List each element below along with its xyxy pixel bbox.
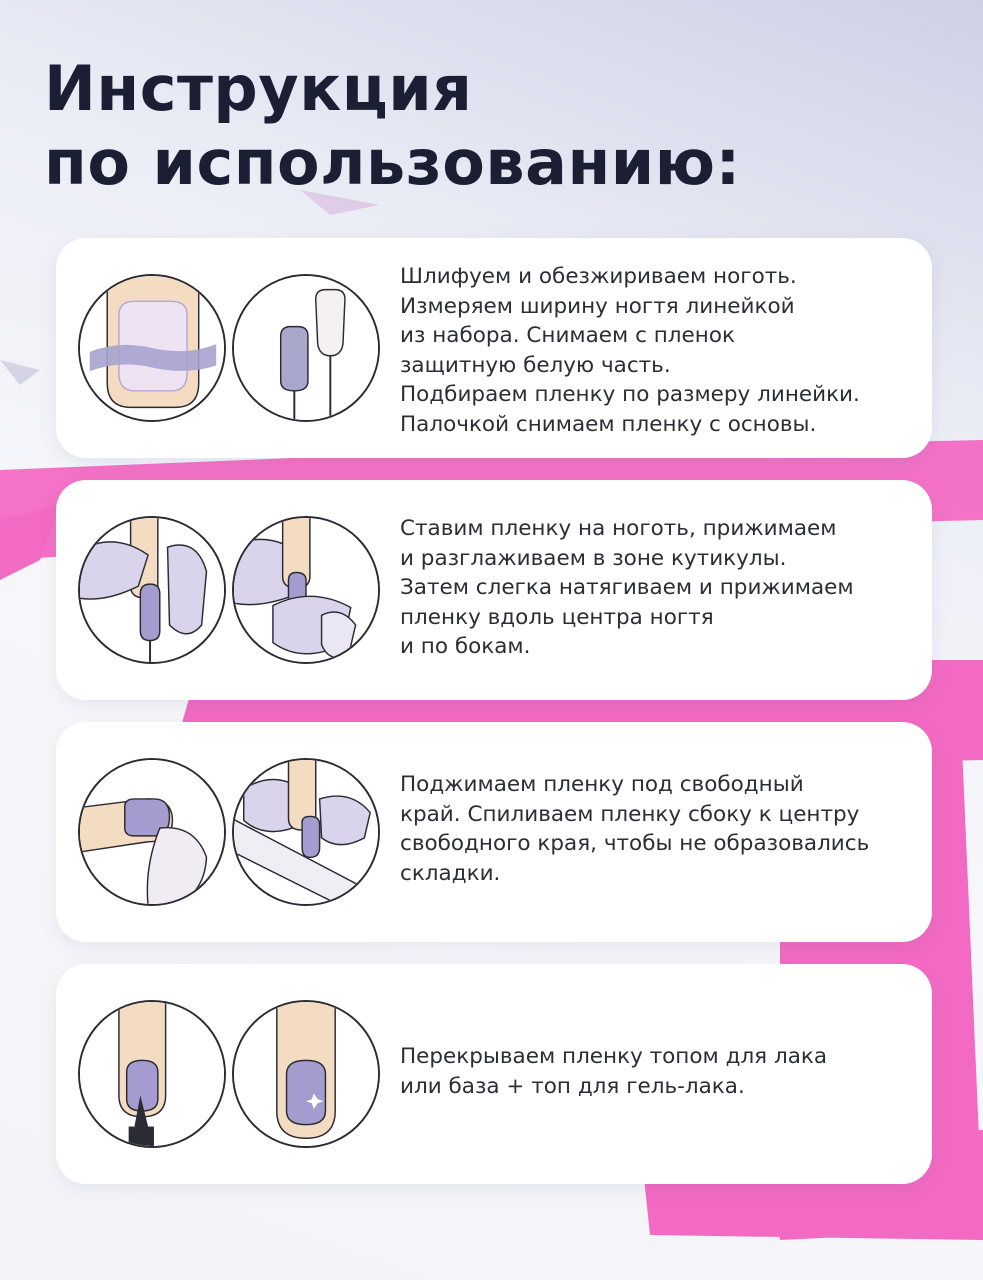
title-line-2: по использованию:: [44, 126, 741, 199]
measure-nail-illustration: [78, 274, 226, 422]
step-1-text: Шлифуем и обезжириваем ноготь. Измеряем ширину ногтя линейкой из набора. Снимаем с пленок защитную белую часть. Подбираем пленку по размеру линейки. Палочкой снимаем пленку с основы.: [400, 264, 860, 437]
stick-and-film-illustration: [232, 274, 380, 422]
step-card-1: [56, 238, 932, 458]
apply-film-cuticle-illustration: [78, 516, 226, 664]
finished-nail-illustration: [232, 1000, 380, 1148]
step-3-text: Поджимаем пленку под свободный край. Спиливаем пленку сбоку к центру свободного края, чтобы не образовались складки.: [400, 772, 870, 886]
tuck-film-illustration: [78, 758, 226, 906]
step-4-text: Перекрываем пленку топом для лака или база + топ для гель-лака.: [400, 1044, 828, 1099]
step-card-4: [56, 964, 932, 1184]
file-film-illustration: [232, 758, 380, 906]
step-card-2: [56, 480, 932, 700]
top-coat-brush-illustration: [78, 1000, 226, 1148]
smooth-film-illustration: [232, 516, 380, 664]
step-2-text: Ставим пленку на ноготь, прижимаем и разглаживаем в зоне кутикулы. Затем слегка натягиваем и прижимаем пленку вдоль центра ногтя и по бокам.: [400, 516, 854, 659]
title-line-1: Инструкция: [44, 52, 473, 125]
step-card-3: [56, 722, 932, 942]
page-title: [44, 52, 741, 200]
